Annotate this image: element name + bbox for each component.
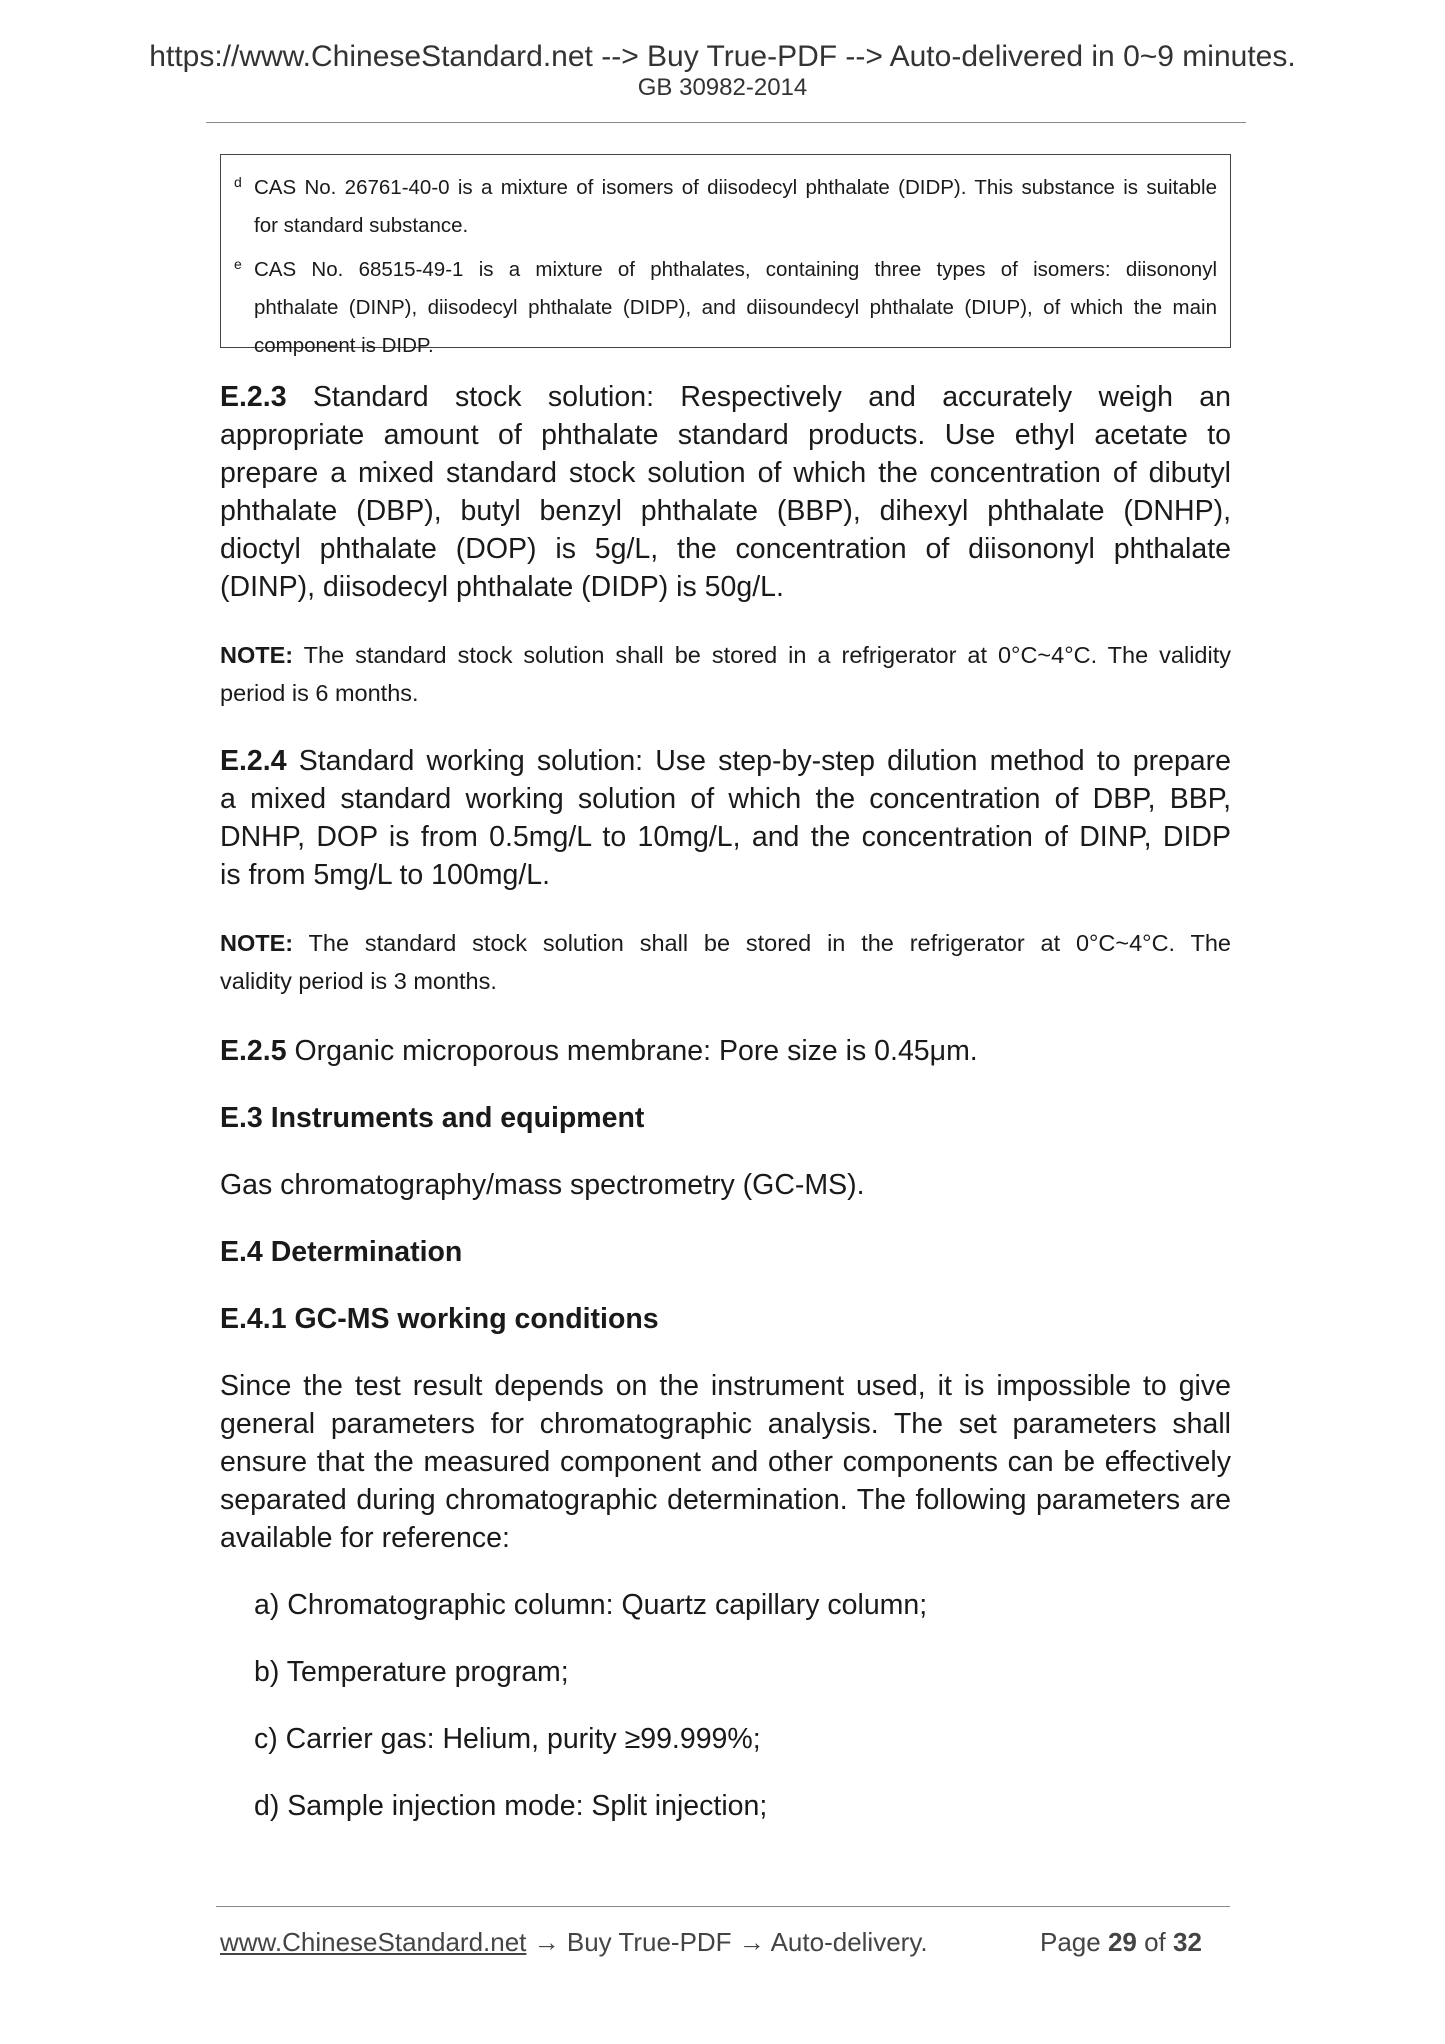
clause-e-4-1-line: general parameters for chromatographic analysis. The set parameters shall — [220, 1408, 1231, 1440]
footer-delivery-text: Auto-delivery. — [770, 1927, 928, 1957]
clause-e-2-4-line: is from 5mg/L to 100mg/L. — [220, 859, 551, 891]
footer-links — [220, 1926, 928, 1958]
clause-e-2-3-line: prepare a mixed standard stock solution of which the concentration of dibutyl — [220, 457, 1231, 489]
clause-e-2-4 — [220, 742, 1231, 894]
section-heading-e-4-1: E.4.1 GC-MS working conditions — [220, 1303, 659, 1335]
clause-e-4-1-line: Since the test result depends on the instrument used, it is impossible to give — [220, 1370, 1231, 1402]
note-1-line: period is 6 months. — [220, 680, 419, 706]
section-heading-e-4: E.4 Determination — [220, 1236, 463, 1268]
clause-number: E.2.3 — [220, 381, 287, 413]
clause-e-2-4-line: a mixed standard working solution of which the concentration of DBP, BBP, — [220, 783, 1231, 815]
note-label: NOTE: — [220, 930, 294, 956]
clause-text: Organic microporous membrane: Pore size is 0.45μm. — [286, 1035, 978, 1067]
footnote-e-line1 — [234, 245, 1217, 289]
clause-e-2-3-line: dioctyl phthalate (DOP) is 5g/L, the concentration of diisononyl phthalate — [220, 533, 1231, 565]
note-2-line — [220, 924, 1231, 962]
clause-text: Standard stock solution: Respectively and accurately weigh an — [286, 381, 1231, 413]
page-indicator — [1040, 1926, 1202, 1958]
list-item: c) Carrier gas: Helium, purity ≥99.999%; — [254, 1723, 761, 1755]
page-of-label: of — [1136, 1927, 1174, 1957]
note-text: The standard stock solution shall be stored in a refrigerator at 0°C~4°C. The validity — [293, 642, 1231, 668]
note-2 — [220, 924, 1231, 1000]
table-footnotes — [220, 154, 1231, 357]
clause-e-2-4-line — [220, 742, 1231, 780]
footnote-e-line3: component is DIDP. — [254, 334, 434, 357]
footnote-d-mark: d — [234, 174, 242, 190]
clause-e-4-1-line: separated during chromatographic determination. The following parameters are — [220, 1484, 1231, 1516]
header-banner: https://www.ChineseStandard.net --> Buy True-PDF --> Auto-delivered in 0~9 minutes. — [149, 40, 1296, 73]
clause-e-2-3-line — [220, 378, 1231, 416]
arrow-icon: → — [731, 1927, 771, 1957]
note-1 — [220, 636, 1231, 712]
standard-code: GB 30982-2014 — [637, 74, 808, 101]
list-item: a) Chromatographic column: Quartz capillary column; — [254, 1589, 928, 1621]
arrow-icon: → — [526, 1927, 567, 1957]
clause-text: Standard working solution: Use step-by-step dilution method to prepare — [286, 745, 1231, 777]
footnote-e-text: CAS No. 68515-49-1 is a mixture of phthalates, containing three types of isomers: diisononyl — [254, 258, 1217, 281]
clause-e-2-3-line: appropriate amount of phthalate standard products. Use ethyl acetate to — [220, 419, 1231, 451]
page-total: 32 — [1173, 1927, 1202, 1957]
section-heading-e-3: E.3 Instruments and equipment — [220, 1102, 645, 1134]
clause-number: E.2.4 — [220, 745, 287, 777]
header-divider — [206, 122, 1246, 123]
clause-e-2-4-line: DNHP, DOP is from 0.5mg/L to 10mg/L, and the concentration of DINP, DIDP — [220, 821, 1231, 853]
note-text: The standard stock solution shall be stored in the refrigerator at 0°C~4°C. The — [293, 930, 1231, 956]
footnote-e-mark: e — [234, 256, 242, 272]
footer-divider — [216, 1906, 1230, 1907]
page-number: 29 — [1107, 1927, 1137, 1957]
list-item: d) Sample injection mode: Split injection; — [254, 1790, 768, 1822]
footer-buy-text: Buy True-PDF — [566, 1927, 732, 1957]
clause-e-4-1-line: ensure that the measured component and other components can be effectively — [220, 1446, 1231, 1478]
clause-e-2-3 — [220, 378, 1231, 606]
clause-e-2-5 — [220, 1032, 978, 1070]
footnote-d-line1 — [234, 163, 1217, 207]
footer-site-link[interactable]: www.ChineseStandard.net — [220, 1927, 527, 1957]
note-2-line: validity period is 3 months. — [220, 968, 497, 994]
clause-e-2-3-line: phthalate (DBP), butyl benzyl phthalate (BBP), dihexyl phthalate (DNHP), — [220, 495, 1231, 527]
note-1-line — [220, 636, 1231, 674]
clause-e-2-3-line: (DINP), diisodecyl phthalate (DIDP) is 50g/L. — [220, 571, 784, 603]
clause-e-4-1-line: available for reference: — [220, 1522, 510, 1554]
section-e-3-text: Gas chromatography/mass spectrometry (GC-MS). — [220, 1169, 865, 1201]
list-item: b) Temperature program; — [254, 1656, 569, 1688]
clause-e-4-1-body — [220, 1367, 1231, 1557]
footnote-e-line2: phthalate (DINP), diisodecyl phthalate (DIDP), and diisoundecyl phthalate (DIUP), of which the main — [254, 296, 1217, 319]
clause-number: E.2.5 — [220, 1035, 287, 1067]
footnote-d-text: CAS No. 26761-40-0 is a mixture of isomers of diisodecyl phthalate (DIDP). This substance is suitable — [254, 176, 1217, 199]
footnote-d-line2: for standard substance. — [254, 214, 469, 237]
note-label: NOTE: — [220, 642, 294, 668]
page-label: Page — [1040, 1927, 1108, 1957]
